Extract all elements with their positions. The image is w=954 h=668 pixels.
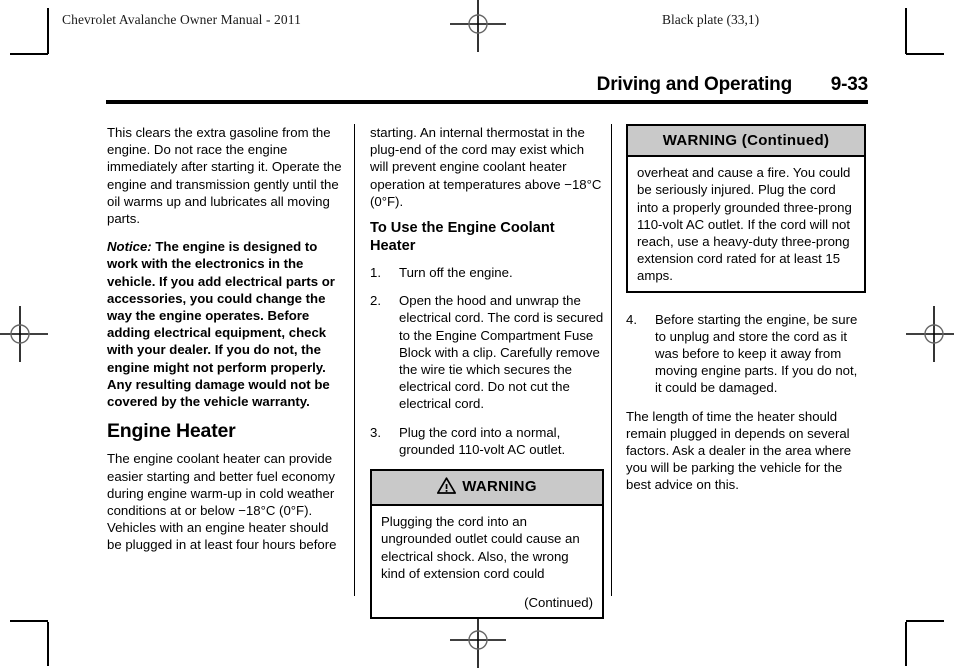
content-column-1 (107, 124, 343, 565)
list-item (370, 424, 604, 458)
column2-paragraph-1: starting. An internal thermostat in the plug-end of the cord may exist which will prevent engine coolant heater operation at temperatures above −18°C (0°F). (370, 125, 602, 209)
warning-box-continued-header: WARNING (Continued) (628, 126, 864, 157)
list-item (626, 311, 866, 397)
warning-continued-label: (Continued) (524, 595, 593, 611)
list-item-text: Before starting the engine, be sure to unplug and store the cord as it was before to keep it away from moving engine parts. If you do not, it could be damaged. (655, 311, 858, 396)
warning-box-header (372, 471, 602, 506)
page-title: Driving and Operating (596, 74, 792, 95)
notice-text: The engine is designed to work with the electronics in the vehicle. If you add electrical parts or accessories, you could change the way the engine operates. Before adding electrical equipment, check with your dealer. If you do not, the engine might not perform properly. Any resulting damage would not be covered by the vehicle warranty. (107, 239, 335, 410)
crop-mark-top-left-vertical (47, 8, 49, 54)
running-header-left: Chevrolet Avalanche Owner Manual - 2011 (62, 12, 301, 27)
list-item (370, 264, 604, 281)
warning-box-text: Plugging the cord into an ungrounded outlet could cause an electrical shock. Also, the wrong kind of extension cord could (381, 514, 580, 581)
engine-coolant-heater-steps (370, 264, 604, 458)
running-header-right: Black plate (33,1) (662, 12, 760, 27)
crop-mark-bottom-right-horizontal (906, 620, 944, 622)
crop-mark-top-right-horizontal (906, 53, 944, 55)
list-item-text: Plug the cord into a normal, grounded 110-volt AC outlet. (399, 424, 566, 457)
warning-box-primary (370, 469, 604, 619)
list-item (370, 292, 604, 412)
registration-mark-bottom (450, 612, 506, 668)
warning-box-continued-text: overheat and cause a fire. You could be seriously injured. Plug the cord into a properly grounded three-prong 110-volt AC outlet. If the cord will not reach, use a heavy-duty three-prong extension cord rated for at least 15 amps. (637, 165, 852, 284)
page-number: 9-33 (830, 74, 868, 95)
title-divider-rule (106, 100, 868, 104)
notice-label: Notice: (107, 239, 152, 255)
crop-mark-bottom-left-vertical (47, 622, 49, 666)
column3-paragraph-1: The length of time the heater should remain plugged in depends on several factors. Ask a dealer in the area where you will be parking the vehicle for the best advice on this. (626, 408, 852, 493)
warning-box-title: WARNING (462, 478, 537, 496)
section-title-row (106, 74, 868, 100)
warning-box-body (372, 506, 602, 617)
registration-mark-top (450, 0, 506, 52)
column-divider-2 (611, 124, 612, 596)
section-title-bar (106, 74, 868, 104)
registration-mark-left (0, 306, 48, 362)
engine-heater-heading: Engine Heater (107, 420, 236, 443)
warning-triangle-icon (437, 477, 456, 498)
list-item-text: Turn off the engine. (399, 265, 513, 281)
crop-mark-bottom-left-horizontal (10, 620, 48, 622)
column-divider-1 (354, 124, 355, 596)
notice-block (107, 238, 343, 410)
list-item-number: 3. (370, 424, 381, 440)
crop-mark-top-right-vertical (905, 8, 907, 54)
engine-coolant-heater-steps-continued (626, 311, 866, 397)
warning-box-continued (626, 124, 866, 293)
warning-box-continued-body (628, 157, 864, 290)
to-use-engine-coolant-heater-heading: To Use the Engine Coolant Heater (370, 220, 555, 255)
content-column-3 (626, 124, 866, 505)
crop-mark-top-left-horizontal (10, 53, 48, 55)
registration-mark-right (906, 306, 954, 362)
crop-mark-bottom-right-vertical (905, 622, 907, 666)
column1-paragraph-1: This clears the extra gasoline from the engine. Do not race the engine immediately after starting it. Operate the engine and transmission gently until the oil warms up and lubricates all moving parts. (107, 125, 342, 227)
content-column-2 (370, 124, 604, 619)
list-item-number: 4. (626, 311, 637, 327)
column1-paragraph-2: The engine coolant heater can provide easier starting and better fuel economy during engine warm-up in cold weather conditions at or below −18°C (0°F). Vehicles with an engine heater should be plugged in at least four hours before (107, 451, 337, 553)
list-item-text: Open the hood and unwrap the electrical cord. The cord is secured to the Engine Compartment Fuse Block with a clip. Carefully remove the wire tie which secures the electrical cord. Do not cut the electrical cord. (399, 293, 604, 412)
list-item-number: 2. (370, 293, 381, 309)
list-item-number: 1. (370, 265, 381, 281)
